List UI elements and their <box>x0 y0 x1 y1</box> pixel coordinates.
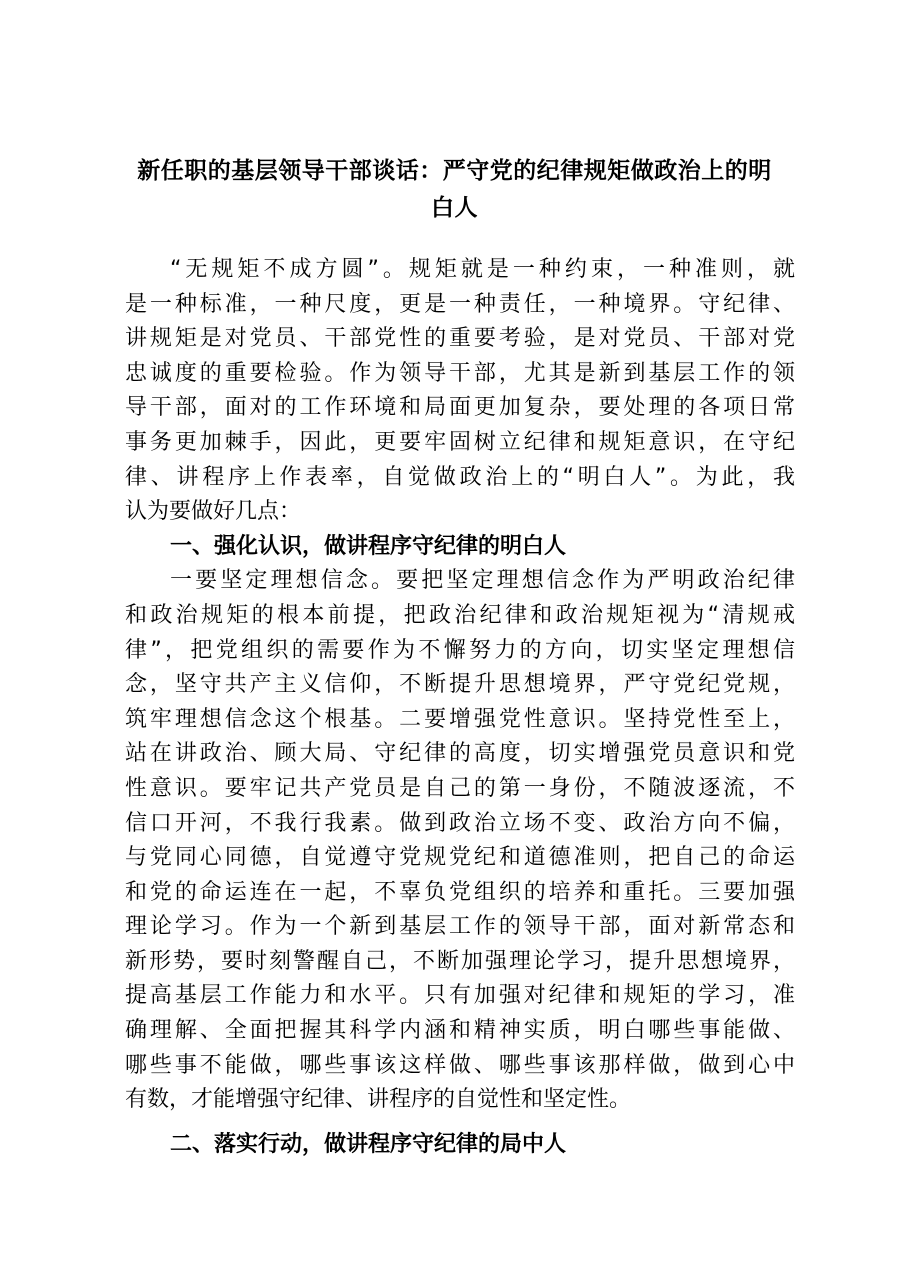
paragraph-line: 和政治规矩的根本前提，把政治纪律和政治规矩视为“清规戒 <box>125 602 795 628</box>
paragraph-line: 认为要做好几点： <box>125 499 302 525</box>
section-1-paragraph <box>125 564 795 1118</box>
paragraph-line: 提高基层工作能力和水平。只有加强对纪律和规矩的学习，准 <box>125 983 795 1009</box>
paragraph-line: 新形势，要时刻警醒自己，不断加强理论学习，提升思想境界， <box>125 948 795 974</box>
paragraph-line: 理论学习。作为一个新到基层工作的领导干部，面对新常态和 <box>125 914 795 940</box>
paragraph-line: 和党的命运连在一起，不辜负党组织的培养和重托。三要加强 <box>125 879 795 905</box>
section-heading-2: 二、落实行动，做讲程序守纪律的局中人 <box>170 1131 567 1157</box>
paragraph-line: 一要坚定理想信念。要把坚定理想信念作为严明政治纪律 <box>170 568 795 594</box>
title-line-1: 新任职的基层领导干部谈话：严守党的纪律规矩做政治上的明 <box>137 157 772 184</box>
title-line-2: 白人 <box>431 194 478 221</box>
paragraph-line: 念，坚守共产主义信仰，不断提升思想境界，严守党纪党规， <box>125 672 795 698</box>
paragraph-line: 事务更加棘手，因此，更要牢固树立纪律和规矩意识，在守纪 <box>125 429 795 455</box>
document-title <box>110 152 799 226</box>
paragraph-line: 有数，才能增强守纪律、讲程序的自觉性和坚定性。 <box>125 1087 632 1113</box>
paragraph-line: 导干部，面对的工作环境和局面更加复杂，要处理的各项日常 <box>125 395 795 421</box>
intro-paragraph <box>125 253 795 530</box>
paragraph-line: 忠诚度的重要检验。作为领导干部，尤其是新到基层工作的领 <box>125 360 795 386</box>
paragraph-line: 讲规矩是对党员、干部党性的重要考验，是对党员、干部对党 <box>125 326 795 352</box>
paragraph-line: 性意识。要牢记共产党员是自己的第一身份，不随波逐流，不 <box>125 775 795 801</box>
paragraph-line: 信口开河，不我行我素。做到政治立场不变、政治方向不偏， <box>125 810 795 836</box>
document-body <box>125 253 795 1162</box>
paragraph-line: 筑牢理想信念这个根基。二要增强党性意识。坚持党性至上， <box>125 706 795 732</box>
section-heading-1: 一、强化认识，做讲程序守纪律的明白人 <box>170 533 567 559</box>
paragraph-line: 是一种标准，一种尺度，更是一种责任，一种境界。守纪律、 <box>125 291 795 317</box>
paragraph-line: “无规矩不成方圆”。规矩就是一种约束，一种准则，就 <box>170 257 795 282</box>
paragraph-line: 律、讲程序上作表率，自觉做政治上的“明白人”。为此，我 <box>125 464 795 490</box>
paragraph-line: 哪些事不能做，哪些事该这样做、哪些事该那样做，做到心中 <box>125 1052 795 1078</box>
paragraph-line: 确理解、全面把握其科学内涵和精神实质，明白哪些事能做、 <box>125 1018 795 1044</box>
paragraph-line: 站在讲政治、顾大局、守纪律的高度，切实增强党员意识和党 <box>125 741 795 767</box>
paragraph-line: 与党同心同德，自觉遵守党规党纪和道德准则，把自己的命运 <box>125 845 795 871</box>
paragraph-line: 律”，把党组织的需要作为不懈努力的方向，切实坚定理想信 <box>125 637 795 663</box>
